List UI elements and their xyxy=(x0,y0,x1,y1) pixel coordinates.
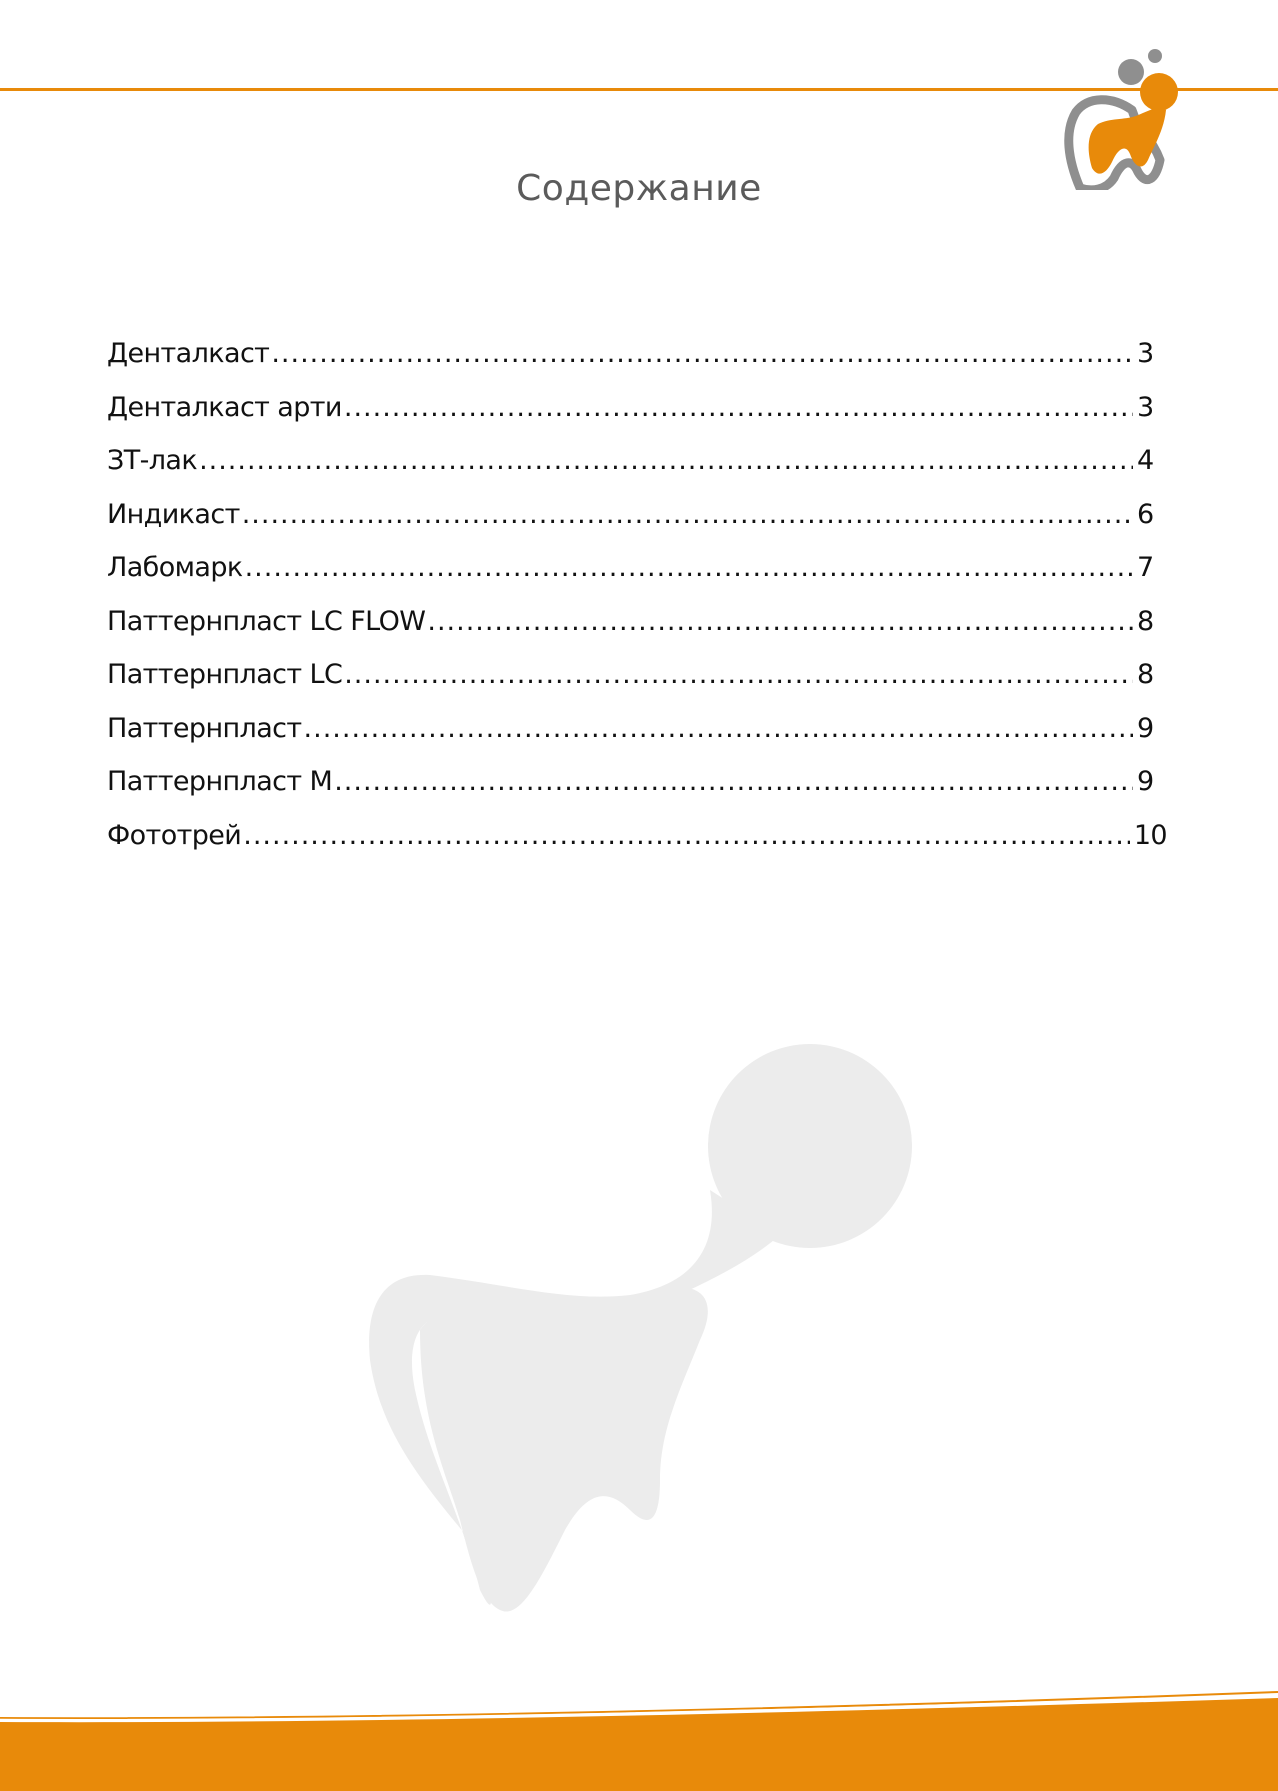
toc-entry-label: Лабомарк xyxy=(107,552,243,583)
toc-entry[interactable] xyxy=(107,606,1167,660)
toc-entry[interactable] xyxy=(107,445,1167,499)
toc-dot-leader xyxy=(245,552,1133,583)
toc-entry[interactable] xyxy=(107,392,1167,446)
toc-entry-label: Паттернпласт LC FLOW xyxy=(107,605,426,637)
toc-entry-page: 6 xyxy=(1137,498,1154,530)
toc-entry-page: 9 xyxy=(1137,712,1154,744)
page-title: Содержание xyxy=(516,168,762,209)
toc-dot-leader xyxy=(243,820,1130,851)
toc-entry-label: Паттернпласт М xyxy=(107,766,333,797)
toc-entry-label: Фототрей xyxy=(107,819,242,851)
toc-entry-label: Паттернпласт LC xyxy=(107,659,343,690)
toc-entry-page: 3 xyxy=(1137,391,1154,423)
footer-band xyxy=(0,1680,1278,1791)
toc-dot-leader xyxy=(344,392,1133,423)
toc-entry-label: Индикаст xyxy=(107,498,240,530)
toc-dot-leader xyxy=(304,713,1133,744)
toc-entry[interactable] xyxy=(107,766,1167,820)
toc-entry[interactable] xyxy=(107,659,1167,713)
toc-entry[interactable] xyxy=(107,820,1167,874)
toc-dot-leader xyxy=(427,606,1133,637)
toc-entry-page: 10 xyxy=(1133,819,1167,851)
toc-entry[interactable] xyxy=(107,499,1167,553)
toc-dot-leader xyxy=(242,499,1133,530)
toc-entry-label: Паттернпласт xyxy=(107,712,302,744)
toc-entry-page: 3 xyxy=(1137,338,1154,369)
toc-entry-page: 8 xyxy=(1137,605,1154,637)
toc-dot-leader xyxy=(199,445,1133,476)
toc-entry[interactable] xyxy=(107,552,1167,606)
toc-entry-label: Денталкаст арти xyxy=(107,391,342,423)
toc-entry-page: 7 xyxy=(1137,552,1154,583)
table-of-contents xyxy=(107,338,1167,873)
toc-dot-leader xyxy=(344,659,1133,690)
toc-entry[interactable] xyxy=(107,338,1167,392)
toc-entry-label: Денталкаст xyxy=(107,338,270,369)
toc-entry-page: 8 xyxy=(1137,659,1154,690)
toc-entry-page: 4 xyxy=(1137,445,1154,476)
toc-entry[interactable] xyxy=(107,713,1167,767)
toc-dot-leader xyxy=(271,338,1133,369)
toc-entry-label: ЗТ-лак xyxy=(107,445,198,476)
toc-entry-page: 9 xyxy=(1137,766,1154,797)
toc-dot-leader xyxy=(334,766,1133,797)
tooth-figure-watermark-icon xyxy=(360,1040,920,1620)
